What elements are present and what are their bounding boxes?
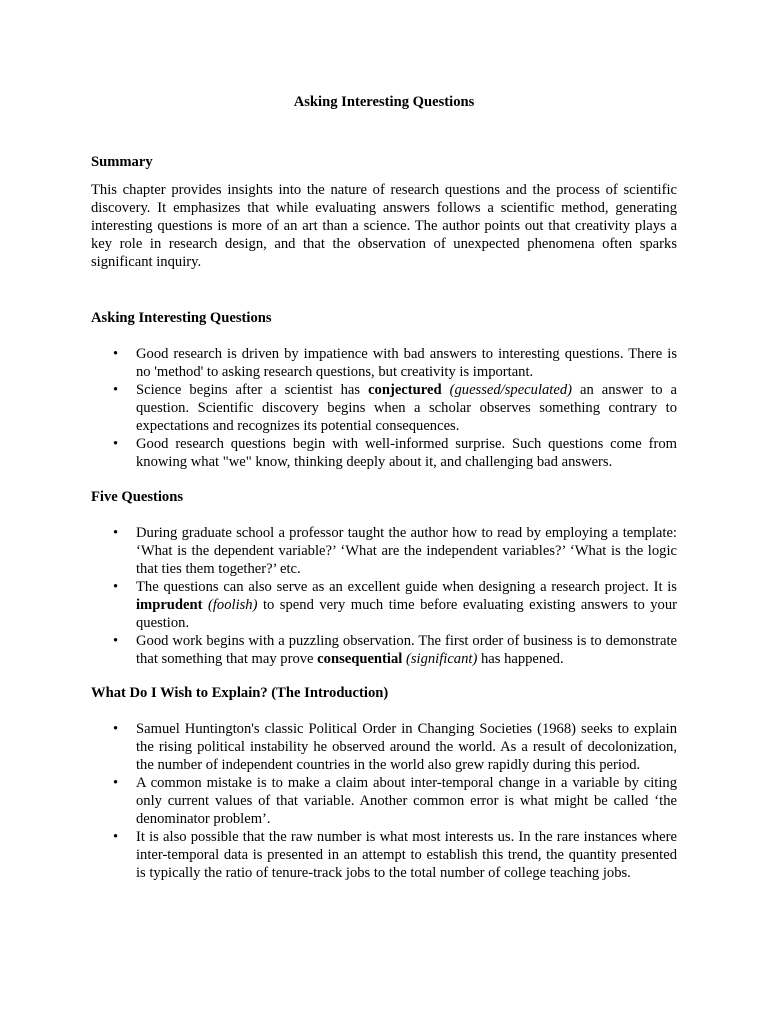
list-item-text: Good research is driven by impatience with bad answers to interesting questions. There is no 'method' to asking research questions, but creativity is important.: [136, 346, 677, 380]
list-item: [91, 720, 677, 774]
list-item-text: Good research questions begin with well-informed surprise. Such questions come from knowing what "we" know, thinking deeply about it, and challenging bad answers.: [136, 436, 677, 470]
list-item: [91, 632, 677, 668]
list-item: [91, 435, 677, 471]
document-title: Asking Interesting Questions: [293, 94, 475, 110]
list-item-text: Good work begins with a puzzling observation. The first order of business is to demonstrate that something that may prove: [136, 633, 677, 667]
introduction-list: [91, 720, 677, 882]
summary-section: [91, 153, 677, 271]
list-item: [91, 578, 677, 632]
list-item-text: A common mistake is to make a claim about inter-temporal change in a variable by citing only current values of that variable. Another common error is what might be called ‘the denominator problem’.: [136, 775, 677, 827]
five-questions-heading: Five Questions: [91, 489, 184, 505]
summary-paragraph: This chapter provides insights into the nature of research questions and the process of scientific discovery. It emphasizes that while evaluating answers follows a scientific method, generating interesting questions is more of an art than a science. The author points out that creativity plays a key role in research design, and that the observation of unexpected phenomena often sparks significant inquiry.: [91, 182, 677, 270]
introduction-heading: What Do I Wish to Explain? (The Introduction): [91, 685, 389, 701]
asking-questions-heading: Asking Interesting Questions: [91, 310, 272, 326]
list-item-text: to spend very much time before evaluating existing answers to your question.: [136, 597, 677, 631]
key-term: conjectured: [368, 382, 442, 398]
list-item: [91, 381, 677, 435]
key-term: imprudent: [136, 597, 203, 613]
list-item: [91, 774, 677, 828]
list-item-text: During graduate school a professor taught the author how to read by employing a template: ‘What is the dependent variable?’ ‘What are the independent variables?’ ‘What is the logic that ties them together?’ etc.: [136, 525, 677, 577]
asking-questions-section: [91, 309, 677, 471]
list-item-text: The questions can also serve as an excellent guide when designing a research project. It is: [136, 579, 677, 595]
list-item-text: Samuel Huntington's classic Political Order in Changing Societies (1968) seeks to explain the rising political instability he observed around the world. As a result of decolonization, the number of independent countries in the world also grew rapidly during this period.: [136, 721, 677, 773]
list-item-text: Science begins after a scientist has: [136, 382, 369, 398]
term-gloss: (significant): [405, 651, 478, 667]
five-questions-list: [91, 524, 677, 668]
list-item-text: has happened.: [477, 651, 564, 667]
list-item: [91, 828, 677, 882]
list-item: [91, 524, 677, 578]
list-item-text: It is also possible that the raw number is what most interests us. In the rare instances where inter-temporal data is presented in an attempt to establish this trend, the quantity presented is typically the ratio of tenure-track jobs to the total number of college teaching jobs.: [136, 829, 677, 881]
five-questions-section: [91, 488, 677, 668]
list-item: [91, 345, 677, 381]
introduction-section: [91, 684, 677, 882]
asking-questions-list: [91, 345, 677, 471]
summary-heading: Summary: [91, 154, 153, 170]
key-term: consequential: [317, 651, 403, 667]
term-gloss: (foolish): [208, 597, 258, 613]
list-item-text: an answer to a question. Scientific discovery begins when a scholar observes something contrary to expectations and recognizes its potential consequences.: [136, 382, 678, 434]
term-gloss: (guessed/speculated): [449, 382, 572, 398]
